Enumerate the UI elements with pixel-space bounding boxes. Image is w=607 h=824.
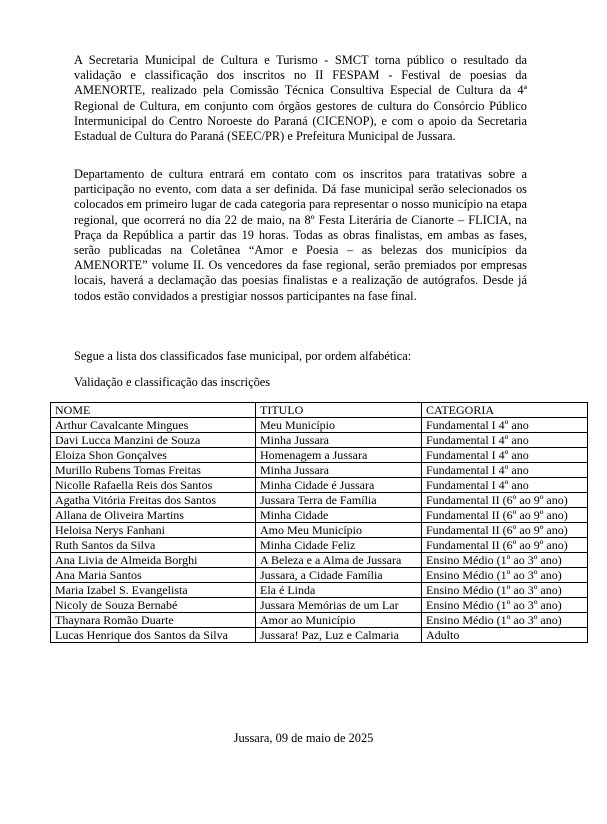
cell-name: Nicolle Rafaella Reis dos Santos: [51, 478, 256, 493]
cell-category: Fundamental I 4º ano: [422, 418, 588, 433]
table-caption: Validação e classificação das inscrições: [74, 375, 271, 389]
cell-category: Fundamental I 4º ano: [422, 478, 588, 493]
header-category: CATEGORIA: [422, 403, 588, 418]
cell-name: Arthur Cavalcante Mingues: [51, 418, 256, 433]
table-header-row: [51, 403, 588, 418]
cell-category: Ensino Médio (1º ao 3º ano): [422, 613, 588, 628]
table-row: [51, 538, 588, 553]
cell-title: Minha Cidade é Jussara: [256, 478, 422, 493]
table-row: [51, 478, 588, 493]
cell-category: Ensino Médio (1º ao 3º ano): [422, 553, 588, 568]
cell-name: Eloiza Shon Gonçalves: [51, 448, 256, 463]
cell-category: Ensino Médio (1º ao 3º ano): [422, 568, 588, 583]
intro-paragraph: A Secretaria Municipal de Cultura e Turismo - SMCT torna público o resultado da validação e classificação dos inscritos no II FESPAM - Festival de poesias da AMENORTE, realizado pela Comissão Técnica Consultiva Especial de Cultura da 4ª Regional de Cultura, em conjunto com órgãos gestores de cultura do Consórcio Público Intermunicipal do Centro Noroeste do Paraná (CICENOP), e com o apoio da Secretaria Estadual de Cultura do Paraná (SEEC/PR) e Prefeitura Municipal de Jussara.: [74, 53, 527, 144]
cell-category: Adulto: [422, 628, 588, 643]
table-row: [51, 613, 588, 628]
classification-table: [50, 402, 588, 643]
cell-title: Minha Jussara: [256, 463, 422, 478]
cell-category: Fundamental I 4º ano: [422, 448, 588, 463]
cell-category: Fundamental II (6º ao 9º ano): [422, 523, 588, 538]
cell-name: Ana Maria Santos: [51, 568, 256, 583]
table-row: [51, 583, 588, 598]
cell-category: Fundamental II (6º ao 9º ano): [422, 508, 588, 523]
cell-title: Jussara Memórias de um Lar: [256, 598, 422, 613]
table-row: [51, 433, 588, 448]
cell-category: Ensino Médio (1º ao 3º ano): [422, 583, 588, 598]
cell-title: Amo Meu Município: [256, 523, 422, 538]
date-line: Jussara, 09 de maio de 2025: [233, 731, 374, 745]
contact-paragraph: Departamento de cultura entrará em contato com os inscritos para tratativas sobre a participação no evento, com data a ser definida. Dá fase municipal serão selecionados os colocados em primeiro lugar de cada categoria para representar o nosso município na etapa regional, que ocorrerá no dia 22 de maio, na 8º Festa Literária de Cianorte – FLICIA, na Praça da República a partir das 19 horas. Todas as obras finalistas, em ambas as fases, serão publicadas na Coletânea “Amor e Poesia – as belezas dos municípios da AMENORTE” volume II. Os vencedores da fase regional, serão premiados por empresas locais, haverá a declamação das poesias finalistas e a realização de autógrafos. Desde já todos estão convidados a prestigiar nossos participantes na fase final.: [74, 167, 527, 303]
table-row: [51, 523, 588, 538]
table-row: [51, 508, 588, 523]
cell-category: Ensino Médio (1º ao 3º ano): [422, 598, 588, 613]
cell-category: Fundamental II (6º ao 9º ano): [422, 538, 588, 553]
table-row: [51, 598, 588, 613]
cell-category: Fundamental I 4º ano: [422, 433, 588, 448]
cell-category: Fundamental II (6º ao 9º ano): [422, 493, 588, 508]
cell-name: Davi Lucca Manzini de Souza: [51, 433, 256, 448]
cell-name: Thaynara Romão Duarte: [51, 613, 256, 628]
table-row: [51, 553, 588, 568]
table-row: [51, 493, 588, 508]
cell-title: Ela é Linda: [256, 583, 422, 598]
cell-title: Minha Jussara: [256, 433, 422, 448]
cell-title: Minha Cidade Feliz: [256, 538, 422, 553]
table-row: [51, 418, 588, 433]
table-row: [51, 568, 588, 583]
cell-title: Jussara! Paz, Luz e Calmaria: [256, 628, 422, 643]
cell-name: Maria Izabel S. Evangelista: [51, 583, 256, 598]
cell-title: Meu Município: [256, 418, 422, 433]
cell-title: Jussara, a Cidade Família: [256, 568, 422, 583]
cell-title: Amor ao Município: [256, 613, 422, 628]
table-row: [51, 448, 588, 463]
cell-name: Agatha Vitória Freitas dos Santos: [51, 493, 256, 508]
cell-name: Ana Livia de Almeida Borghi: [51, 553, 256, 568]
cell-name: Lucas Henrique dos Santos da Silva: [51, 628, 256, 643]
header-title: TITULO: [256, 403, 422, 418]
cell-name: Nicoly de Souza Bernabé: [51, 598, 256, 613]
cell-title: Minha Cidade: [256, 508, 422, 523]
table-row: [51, 628, 588, 643]
cell-category: Fundamental I 4º ano: [422, 463, 588, 478]
cell-name: Allana de Oliveira Martins: [51, 508, 256, 523]
cell-name: Murillo Rubens Tomas Freitas: [51, 463, 256, 478]
cell-name: Heloisa Nerys Fanhani: [51, 523, 256, 538]
list-intro-text: Segue a lista dos classificados fase municipal, por ordem alfabética:: [74, 349, 412, 363]
cell-title: Homenagem a Jussara: [256, 448, 422, 463]
cell-name: Ruth Santos da Silva: [51, 538, 256, 553]
cell-title: Jussara Terra de Família: [256, 493, 422, 508]
header-name: NOME: [51, 403, 256, 418]
table-row: [51, 463, 588, 478]
cell-title: A Beleza e a Alma de Jussara: [256, 553, 422, 568]
